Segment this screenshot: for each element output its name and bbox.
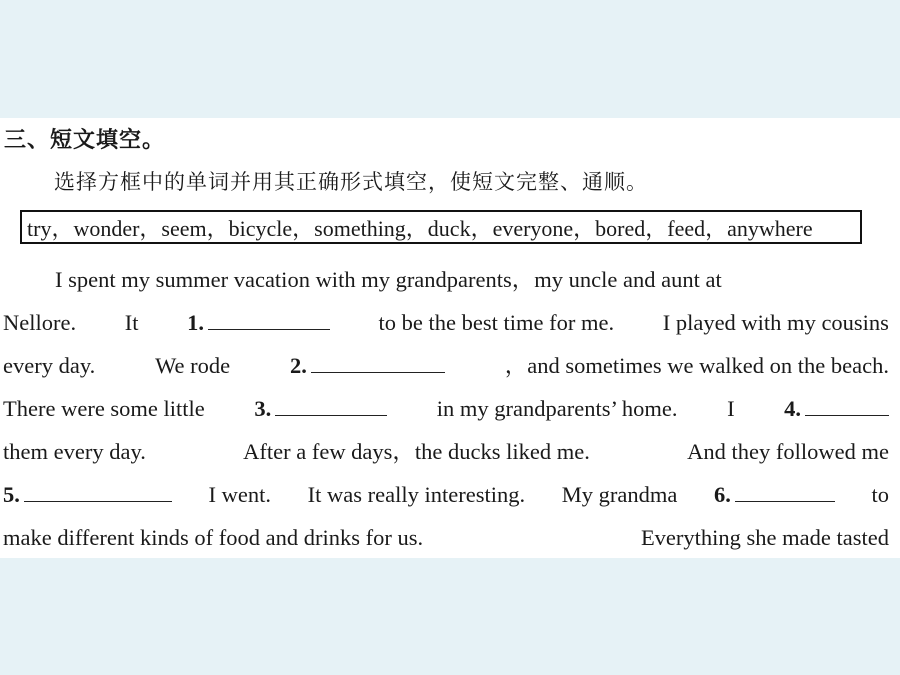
passage-text: It was really interesting. [307,482,526,507]
passage-text: My grandma [561,482,678,507]
passage-text: I [727,396,735,421]
worksheet-page [0,118,900,558]
word-bank-box [20,210,862,244]
blank-number: 1. [187,310,204,335]
blank-line[interactable] [805,397,889,416]
blank-number: 3. [254,396,272,421]
blank-line[interactable] [208,311,330,330]
passage [3,258,889,559]
passage-line-5 [3,430,889,473]
blank-2[interactable] [290,344,445,387]
passage-line-3 [3,344,889,387]
passage-text: After a few days，the ducks liked me. [243,439,590,464]
blank-number: 4. [784,396,801,421]
word-bank-text: try，wonder，seem，bicycle，something，duck，everyone，bored，feed，anywhere [27,215,813,241]
passage-text: I played with my cousins [662,310,889,335]
blank-5[interactable] [3,473,172,516]
blank-6[interactable] [714,473,835,516]
passage-text: And they followed me [687,439,889,464]
blank-4[interactable] [784,387,889,430]
section-instruction: 选择方框中的单词并用其正确形式填空，使短文完整、通顺。 [54,170,648,194]
passage-line-6 [3,473,889,516]
blank-3[interactable] [254,387,387,430]
blank-1[interactable] [187,301,330,344]
section-heading: 三、短文填空。 [4,128,166,153]
passage-line-2 [3,301,889,344]
passage-text: every day. [3,353,96,378]
passage-text: to [871,482,889,507]
passage-text: in my grandparents’ home. [436,396,678,421]
blank-line[interactable] [275,397,387,416]
passage-text: There were some little [3,396,205,421]
passage-line-1 [3,258,889,301]
passage-text: I spent my summer vacation with my grandparents，my uncle and aunt at [55,267,722,292]
passage-line-4 [3,387,889,430]
blank-line[interactable] [311,354,445,373]
blank-number: 2. [290,353,307,378]
blank-number: 6. [713,482,731,507]
passage-text: Everything she made tasted [640,525,889,550]
passage-text: We rode [155,353,231,378]
passage-text: them every day. [3,439,146,464]
passage-text: make different kinds of food and drinks for us. [3,525,424,550]
passage-text: ，and sometimes we walked on the beach. [504,353,889,378]
passage-line-7 [3,516,889,559]
passage-text: Nellore. [3,310,77,335]
blank-number: 5. [3,482,20,507]
passage-text: I went. [208,482,271,507]
passage-text: to be the best time for me. [378,310,615,335]
blank-line[interactable] [735,483,835,502]
blank-line[interactable] [24,483,172,502]
passage-text: It [124,310,139,335]
